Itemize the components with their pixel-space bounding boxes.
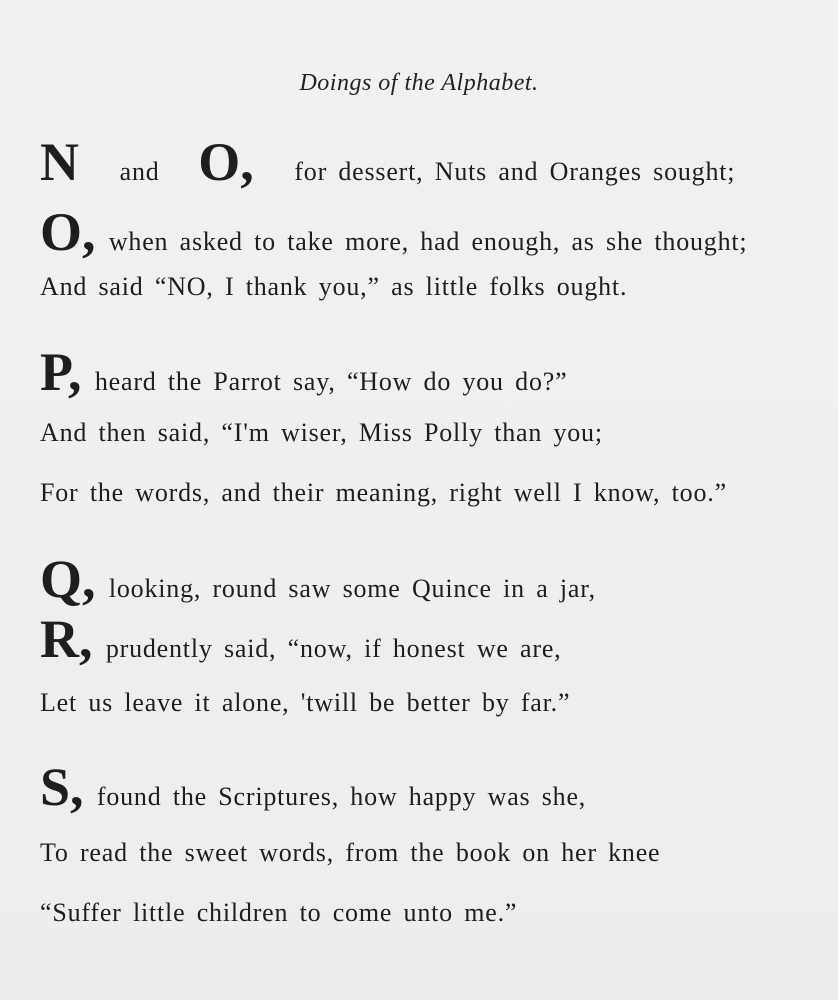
verse-text: looking, round saw some Quince in a jar, [108, 574, 596, 603]
initial-letter-o-second: O, [40, 202, 96, 262]
verse-line-q [40, 549, 596, 609]
verse-text: when asked to take more, had enough, as she thought; [108, 227, 748, 256]
verse-line: And said “NO, I thank you,” as little folks ought. [40, 272, 628, 301]
verse-word-and: and [119, 157, 160, 186]
verse-line: And then said, “I'm wiser, Miss Polly than you; [40, 418, 603, 447]
verse-line: Let us leave it alone, 'twill be better by far.” [40, 688, 571, 717]
verse-line-o [40, 202, 748, 262]
verse-line: “Suffer little children to come unto me.” [40, 898, 518, 927]
verse-text: prudently said, “now, if honest we are, [105, 634, 562, 663]
verse-line: For the words, and their meaning, right well I know, too.” [40, 478, 727, 507]
verse-text: for dessert, Nuts and Oranges sought; [294, 157, 736, 186]
initial-letter-n: N [40, 132, 79, 192]
verse-text: heard the Parrot say, “How do you do?” [94, 367, 568, 396]
verse-line-s [40, 757, 587, 817]
initial-letter-r: R, [40, 609, 93, 669]
verse-line-p [40, 342, 568, 402]
initial-letter-p: P, [40, 342, 82, 402]
initial-letter-q: Q, [40, 549, 96, 609]
initial-letter-s: S, [40, 757, 84, 817]
verse-line-r [40, 609, 562, 669]
verse-text: found the Scriptures, how happy was she, [96, 782, 587, 811]
verse-line-n-o [40, 132, 736, 192]
page-heading: Doings of the Alphabet. [299, 70, 539, 96]
verse-line: To read the sweet words, from the book on her knee [40, 838, 661, 867]
initial-letter-o: O, [198, 132, 254, 192]
